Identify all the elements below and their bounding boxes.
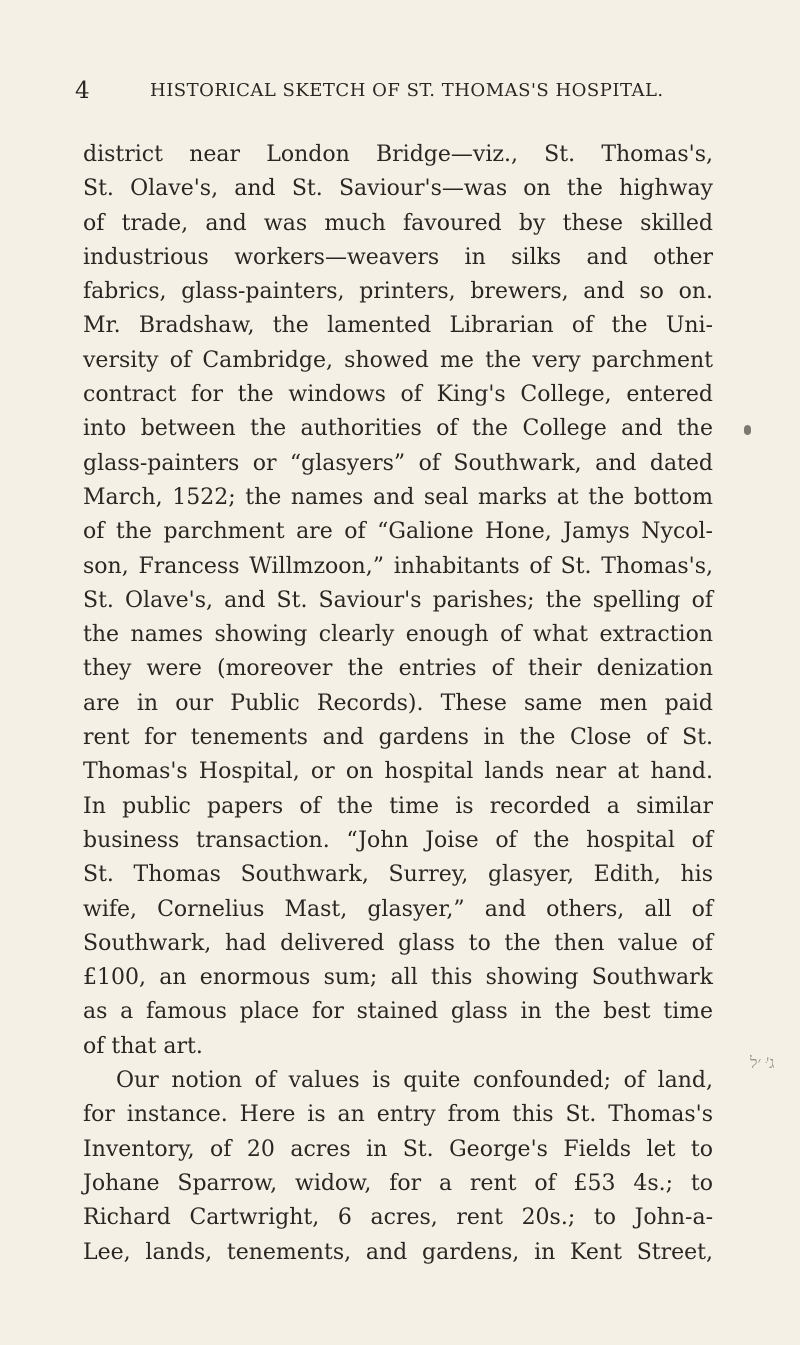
text-line: March, 1522; the names and seal marks at the bottom — [83, 484, 713, 510]
text-line: £100, an enormous sum; all this showing Southwark — [83, 965, 713, 991]
text-line: Johane Sparrow, widow, for a rent of £53 4s.; to — [83, 1170, 713, 1196]
text-line: district near London Bridge—viz., St. Thomas's, — [83, 142, 713, 167]
text-line: are in our Public Records). These same men paid — [83, 690, 713, 716]
page-number: 4 — [75, 78, 90, 104]
text-line: of trade, and was much favoured by these skilled — [83, 210, 713, 236]
text-line: Thomas's Hospital, or on hospital lands near at hand. — [83, 759, 713, 785]
text-line: Southwark, had delivered glass to the then value of — [83, 930, 713, 956]
text-line: glass-painters or “glasyers” of Southwark, and dated — [83, 450, 713, 476]
ink-speck — [744, 425, 751, 435]
text-line: industrious workers—weavers in silks and other — [83, 244, 713, 270]
text-line: the names showing clearly enough of what extraction — [83, 622, 713, 648]
text-line: Inventory, of 20 acres in St. George's Fields let to — [83, 1136, 713, 1162]
margin-annotation: ג'ּ ׳ל — [750, 1053, 775, 1072]
text-line: rent for tenements and gardens in the Close of St. — [83, 725, 713, 751]
text-line: of the parchment are of “Galione Hone, Jamys Nycol- — [83, 519, 713, 545]
text-line: In public papers of the time is recorded a similar — [83, 793, 713, 819]
text-line: for instance. Here is an entry from this St. Thomas's — [83, 1102, 713, 1128]
text-line: St. Olave's, and St. Saviour's—was on the highway — [83, 176, 713, 202]
text-line: into between the authorities of the College and the — [83, 416, 713, 442]
text-line: Our notion of values is quite confounded; of land, — [116, 1068, 713, 1094]
text-line: St. Thomas Southwark, Surrey, glasyer, Edith, his — [83, 862, 713, 888]
text-line: they were (moreover the entries of their denization — [83, 656, 713, 682]
text-line: Lee, lands, tenements, and gardens, in Kent Street, — [83, 1239, 713, 1265]
text-line: fabrics, glass-painters, printers, brewers, and so on. — [83, 279, 713, 305]
text-line: wife, Cornelius Mast, glasyer,” and others, all of — [83, 896, 713, 922]
text-line: business transaction. “John Joise of the hospital of — [83, 827, 713, 853]
body-text — [83, 138, 713, 1270]
text-line: St. Olave's, and St. Saviour's parishes; the spelling of — [83, 587, 713, 613]
text-line: contract for the windows of King's College, entered — [83, 382, 713, 408]
text-line: as a famous place for stained glass in the best time — [83, 999, 713, 1025]
running-head: HISTORICAL SKETCH OF ST. THOMAS'S HOSPITAL. — [150, 80, 664, 101]
page-header — [0, 74, 800, 108]
text-line: of that art. — [83, 1033, 203, 1059]
text-line: Mr. Bradshaw, the lamented Librarian of the Uni- — [83, 313, 713, 339]
text-line: versity of Cambridge, showed me the very parchment — [83, 347, 713, 373]
text-line: Richard Cartwright, 6 acres, rent 20s.; to John-a- — [83, 1205, 713, 1231]
text-line: son, Francess Willmzoon,” inhabitants of St. Thomas's, — [83, 553, 713, 579]
